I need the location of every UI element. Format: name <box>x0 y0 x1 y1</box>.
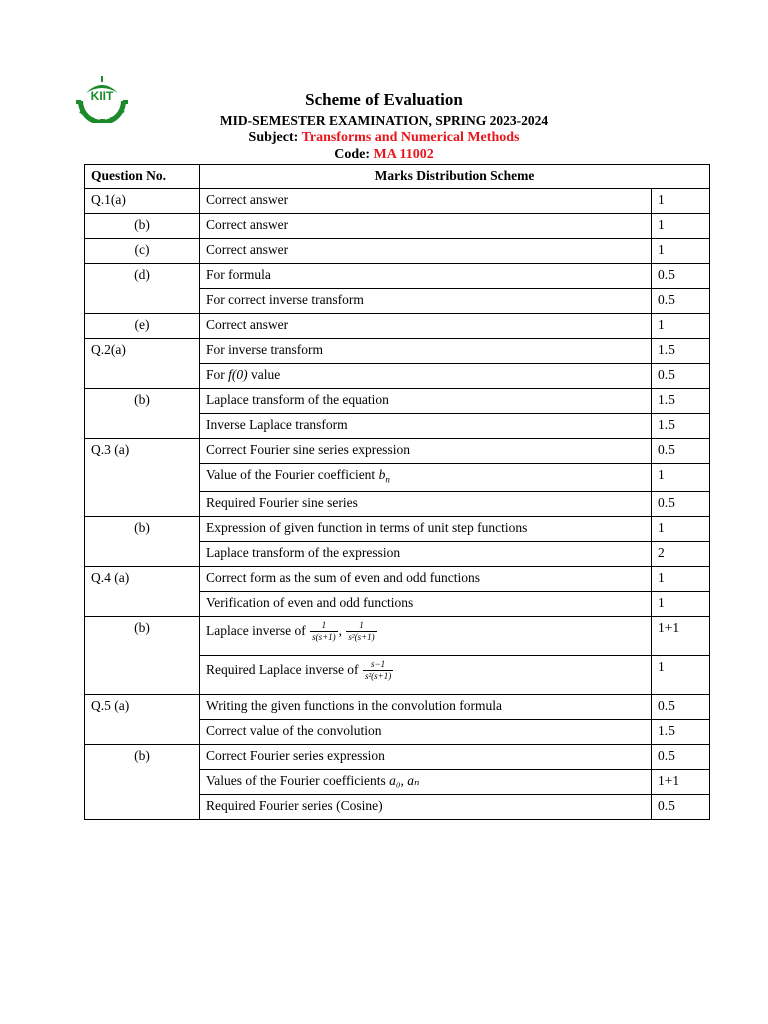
question-number: Q.4 (a) <box>85 566 200 616</box>
marks-value: 1 <box>652 214 710 239</box>
math-expression: a₀, aₙ <box>389 772 420 788</box>
question-number: (e) <box>85 314 200 339</box>
question-number: Q.5 (a) <box>85 694 200 744</box>
marks-value: 1.5 <box>652 719 710 744</box>
table-row <box>85 314 710 339</box>
desc-suffix: value <box>247 367 281 382</box>
marks-value: 1 <box>652 516 710 541</box>
scheme-description: For correct inverse transform <box>200 289 652 314</box>
scheme-description: Writing the given functions in the convolution formula <box>200 694 652 719</box>
marks-value: 1.5 <box>652 339 710 364</box>
scheme-description: Correct answer <box>200 189 652 214</box>
fraction-denominator: s²(s+1) <box>348 632 375 643</box>
question-column-header: Question No. <box>85 165 200 189</box>
scheme-description: Inverse Laplace transform <box>200 414 652 439</box>
desc-prefix: Laplace inverse of <box>206 622 310 638</box>
question-number: (d) <box>85 264 200 314</box>
fraction <box>346 620 376 643</box>
marks-value: 1+1 <box>652 616 710 655</box>
table-row <box>85 439 710 464</box>
subject-line <box>0 130 768 146</box>
fraction <box>363 659 393 682</box>
marks-value: 1 <box>652 566 710 591</box>
scheme-description <box>200 364 652 389</box>
table-row <box>85 214 710 239</box>
marks-value: 2 <box>652 541 710 566</box>
question-number: (b) <box>85 744 200 819</box>
scheme-column-header: Marks Distribution Scheme <box>200 165 710 189</box>
marks-value: 0.5 <box>652 794 710 819</box>
question-number: (c) <box>85 239 200 264</box>
desc-prefix: Required Laplace inverse of <box>206 661 362 677</box>
scheme-description: Correct form as the sum of even and odd functions <box>200 566 652 591</box>
table-row <box>85 189 710 214</box>
marks-value: 0.5 <box>652 264 710 289</box>
question-number: (b) <box>85 389 200 439</box>
scheme-description: For inverse transform <box>200 339 652 364</box>
marks-scheme-table <box>84 164 710 820</box>
code-line <box>0 147 768 163</box>
subject-name: Transforms and Numerical Methods <box>301 130 520 145</box>
desc-prefix: Values of the Fourier coefficients <box>206 772 390 788</box>
marks-value: 1 <box>652 655 710 694</box>
scheme-description: Verification of even and odd functions <box>200 591 652 616</box>
question-number: (b) <box>85 616 200 694</box>
scheme-description: Laplace transform of the expression <box>200 541 652 566</box>
fraction <box>310 620 338 643</box>
marks-value: 1 <box>652 189 710 214</box>
scheme-description <box>200 769 652 794</box>
scheme-description: Laplace transform of the equation <box>200 389 652 414</box>
fraction-denominator: s(s+1) <box>312 632 336 643</box>
math-expression: f(0) <box>228 367 248 382</box>
scheme-description: Correct answer <box>200 214 652 239</box>
desc-prefix: For <box>206 367 229 382</box>
marks-value: 0.5 <box>652 439 710 464</box>
table-row <box>85 389 710 414</box>
marks-value: 1+1 <box>652 769 710 794</box>
fraction-denominator: s²(s+1) <box>364 671 392 682</box>
desc-prefix: Value of the Fourier coefficient <box>206 467 379 482</box>
scheme-description <box>200 655 652 694</box>
table-row <box>85 694 710 719</box>
marks-value: 0.5 <box>652 364 710 389</box>
scheme-description: Correct answer <box>200 239 652 264</box>
table-row <box>85 239 710 264</box>
marks-value: 1 <box>652 591 710 616</box>
scheme-description <box>200 464 652 492</box>
subject-label: Subject: <box>248 130 302 145</box>
marks-value: 0.5 <box>652 289 710 314</box>
table-row <box>85 339 710 364</box>
marks-value: 0.5 <box>652 744 710 769</box>
svg-text:KIIT: KIIT <box>90 89 114 103</box>
scheme-description: Laplace inverse of $\frac{1}{s(s+1)}$ , $\frac{1}{\text{s²(s+1)}}$ <box>200 616 652 655</box>
question-number: (b) <box>85 214 200 239</box>
document-title: Scheme of Evaluation <box>305 90 463 109</box>
fraction-numerator: 1 <box>346 620 376 632</box>
marks-value: 1.5 <box>652 414 710 439</box>
math-expression: b <box>378 467 386 482</box>
scheme-description: For formula <box>200 264 652 289</box>
scheme-description: Correct Fourier series expression <box>200 744 652 769</box>
marks-value: 1.5 <box>652 389 710 414</box>
question-number: (b) <box>85 516 200 566</box>
marks-value: 1 <box>652 314 710 339</box>
table-row <box>85 616 710 655</box>
question-number: Q.3 (a) <box>85 439 200 517</box>
scheme-description: Required Fourier series (Cosine) <box>200 794 652 819</box>
marks-value: 1 <box>652 464 710 492</box>
exam-name: MID-SEMESTER EXAMINATION, SPRING 2023-2024 <box>219 113 549 128</box>
scheme-description: Correct Fourier sine series expression <box>200 439 652 464</box>
scheme-description: Required Fourier sine series <box>200 491 652 516</box>
math-subscript: n <box>385 474 390 485</box>
fraction-numerator: s−1 <box>363 659 393 671</box>
course-code: MA 11002 <box>373 147 434 162</box>
question-number: Q.1(a) <box>85 189 200 214</box>
marks-value: 0.5 <box>652 694 710 719</box>
code-label: Code: <box>334 147 374 162</box>
marks-value: 0.5 <box>652 491 710 516</box>
scheme-description: Correct answer <box>200 314 652 339</box>
table-row <box>85 566 710 591</box>
table-row <box>85 516 710 541</box>
scheme-description: Correct value of the convolution <box>200 719 652 744</box>
marks-value: 1 <box>652 239 710 264</box>
scheme-description: Expression of given function in terms of unit step functions <box>200 516 652 541</box>
question-number: Q.2(a) <box>85 339 200 389</box>
table-row <box>85 264 710 289</box>
table-row <box>85 744 710 769</box>
fraction-numerator: 1 <box>310 620 338 632</box>
